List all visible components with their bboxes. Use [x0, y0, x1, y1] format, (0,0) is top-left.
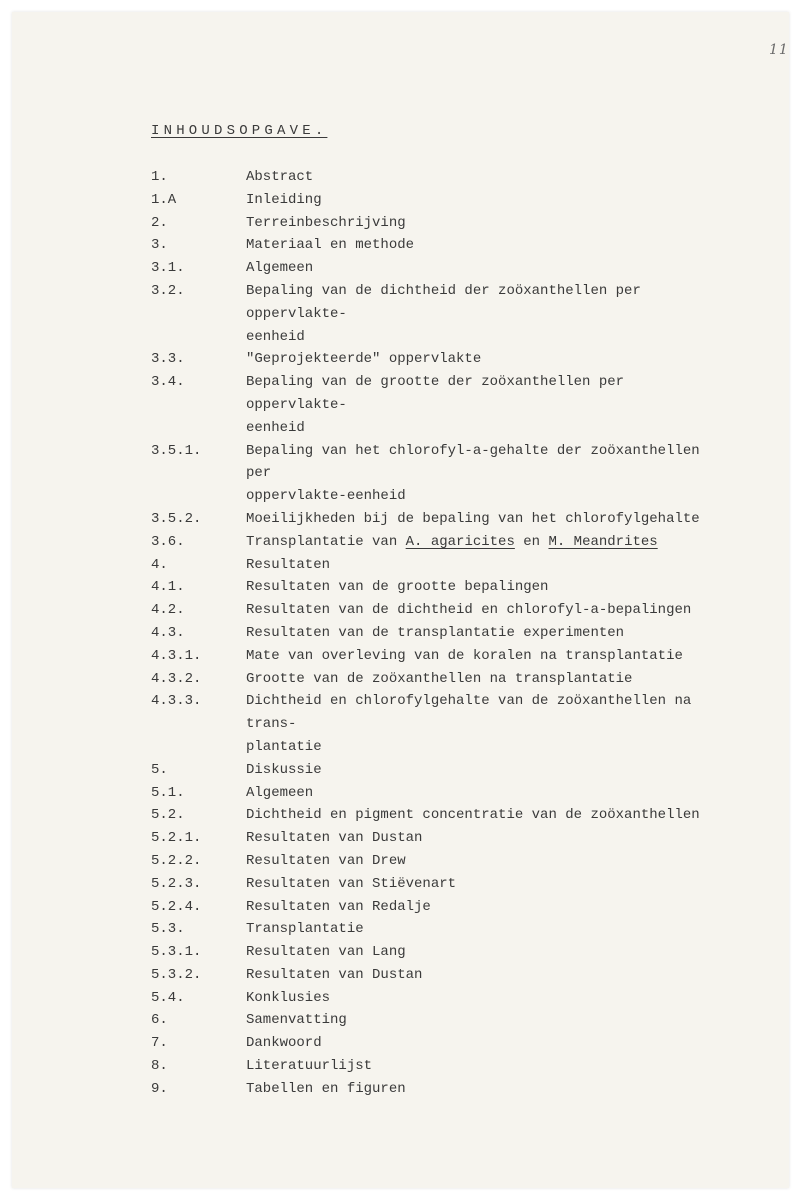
- toc-number: 1.: [151, 169, 168, 185]
- toc-entry: [151, 850, 731, 873]
- toc-text: Literatuurlijst: [246, 1058, 373, 1075]
- toc-entry: [151, 896, 731, 919]
- toc-text: Resultaten van Stiëvenart: [246, 875, 457, 892]
- toc-number: 9.: [151, 1080, 168, 1097]
- toc-entry: [151, 1078, 731, 1101]
- toc-entry: [151, 622, 731, 645]
- toc-text: Resultaten van Drew: [246, 852, 406, 869]
- toc-text: Grootte van de zoöxanthellen na transplantatie: [246, 670, 633, 687]
- toc-text: Bepaling van het chlorofyl-a-gehalte der zoöxanthellen per oppervlakte-eenheid: [246, 442, 700, 505]
- toc-text: Abstract: [246, 169, 314, 185]
- toc-number: 6.: [151, 1012, 168, 1029]
- toc-text: Materiaal en methode: [246, 237, 415, 254]
- toc-entry: [151, 782, 731, 805]
- toc-entry: [151, 189, 731, 212]
- toc-text: Tabellen en figuren: [246, 1080, 406, 1097]
- table-of-contents: [151, 166, 731, 1101]
- toc-text: Bepaling van de grootte der zoöxanthellen per oppervlakte- eenheid: [246, 374, 625, 436]
- toc-number: 3.6.: [151, 533, 185, 550]
- toc-entry: [151, 440, 731, 508]
- toc-entry: [151, 873, 731, 896]
- toc-number: 7.: [151, 1035, 168, 1052]
- toc-entry: [151, 987, 731, 1010]
- toc-entry: [151, 348, 731, 371]
- toc-entry: [151, 668, 731, 691]
- toc-entry: [151, 234, 731, 257]
- toc-text: Diskussie: [246, 761, 322, 778]
- toc-text: Resultaten van de transplantatie experimenten: [246, 624, 625, 641]
- toc-entry: [151, 1032, 731, 1055]
- toc-entry: [151, 690, 731, 758]
- toc-entry: [151, 166, 731, 189]
- toc-text: Dichtheid en chlorofylgehalte van de zoöxanthellen na trans- plantatie: [246, 693, 692, 755]
- toc-number: 8.: [151, 1058, 168, 1075]
- toc-number: 5.2.: [151, 807, 185, 824]
- toc-text-part: Transplantatie van: [246, 533, 406, 550]
- toc-number: 5.3.2.: [151, 966, 202, 983]
- toc-text: Samenvatting: [246, 1012, 347, 1029]
- toc-text: Inleiding: [246, 191, 322, 208]
- toc-text: "Geprojekteerde" oppervlakte: [246, 351, 482, 368]
- toc-entry: [151, 554, 731, 577]
- toc-text: Algemeen: [246, 260, 314, 277]
- toc-text: [246, 531, 731, 554]
- toc-entry: [151, 1009, 731, 1032]
- toc-entry: [151, 280, 731, 348]
- document-page: [12, 12, 789, 1188]
- toc-text: Resultaten van Redalje: [246, 898, 431, 915]
- toc-text: Resultaten van Dustan: [246, 830, 423, 847]
- toc-number: 3.2.: [151, 282, 185, 299]
- toc-number: 3.3.: [151, 351, 185, 368]
- toc-text: Resultaten van de dichtheid en chlorofyl-a-bepalingen: [246, 602, 692, 619]
- toc-number: 5.2.2.: [151, 852, 202, 869]
- toc-entry: [151, 531, 731, 554]
- toc-number: 4.2.: [151, 602, 185, 619]
- toc-entry: [151, 371, 731, 439]
- toc-entry: [151, 941, 731, 964]
- toc-number: 1.A: [151, 191, 177, 208]
- toc-entry: [151, 508, 731, 531]
- toc-text: Resultaten van de grootte bepalingen: [246, 579, 549, 596]
- toc-number: 4.3.: [151, 624, 185, 641]
- toc-entry: [151, 212, 731, 235]
- page-title: INHOUDSOPGAVE.: [151, 123, 328, 139]
- toc-number: 5.2.3.: [151, 875, 202, 892]
- toc-entry: [151, 759, 731, 782]
- toc-entry: [151, 964, 731, 987]
- toc-text: Resultaten van Lang: [246, 944, 406, 961]
- toc-number: 5.2.4.: [151, 898, 202, 915]
- toc-entry: [151, 804, 731, 827]
- toc-number: 3.4.: [151, 374, 185, 391]
- toc-number: 3.1.: [151, 260, 185, 277]
- toc-entry: [151, 645, 731, 668]
- toc-entry: [151, 257, 731, 280]
- toc-text: Bepaling van de dichtheid der zoöxanthellen per oppervlakte- eenheid: [246, 282, 641, 345]
- toc-text-part: en: [514, 533, 549, 550]
- toc-text: Konklusies: [246, 989, 331, 1006]
- toc-text: Resultaten van Dustan: [246, 966, 423, 983]
- toc-entry: [151, 918, 731, 941]
- toc-number: 3.5.2.: [151, 510, 202, 527]
- toc-number: 3.5.1.: [151, 442, 202, 459]
- toc-text: Terreinbeschrijving: [246, 214, 406, 231]
- toc-number: 5.4.: [151, 989, 185, 1006]
- toc-entry: [151, 599, 731, 622]
- toc-number: 4.3.3.: [151, 693, 202, 710]
- toc-number: 4.1.: [151, 579, 185, 596]
- toc-number: 3.: [151, 237, 168, 254]
- toc-number: 5.3.: [151, 921, 185, 938]
- toc-text: Resultaten: [246, 556, 331, 573]
- toc-number: 2.: [151, 214, 168, 231]
- toc-number: 5.1.: [151, 784, 185, 801]
- toc-number: 5.: [151, 761, 168, 778]
- toc-number: 4.3.1.: [151, 647, 202, 664]
- toc-text: Algemeen: [246, 784, 314, 801]
- toc-text: Mate van overleving van de koralen na transplantatie: [246, 647, 683, 664]
- toc-number: 5.2.1.: [151, 830, 202, 847]
- toc-entry: [151, 576, 731, 599]
- toc-number: 5.3.1.: [151, 944, 202, 961]
- toc-text: Transplantatie: [246, 921, 364, 938]
- page-number: 11: [769, 42, 789, 58]
- toc-text: Moeilijkheden bij de bepaling van het chlorofylgehalte: [246, 510, 700, 527]
- toc-number: 4.: [151, 556, 168, 573]
- toc-number: 4.3.2.: [151, 670, 202, 687]
- species-name: A. agaricites: [405, 533, 515, 550]
- toc-entry: [151, 827, 731, 850]
- toc-text: Dankwoord: [246, 1035, 322, 1052]
- species-name: M. Meandrites: [548, 533, 658, 550]
- toc-entry: [151, 1055, 731, 1078]
- toc-text: Dichtheid en pigment concentratie van de zoöxanthellen: [246, 807, 700, 824]
